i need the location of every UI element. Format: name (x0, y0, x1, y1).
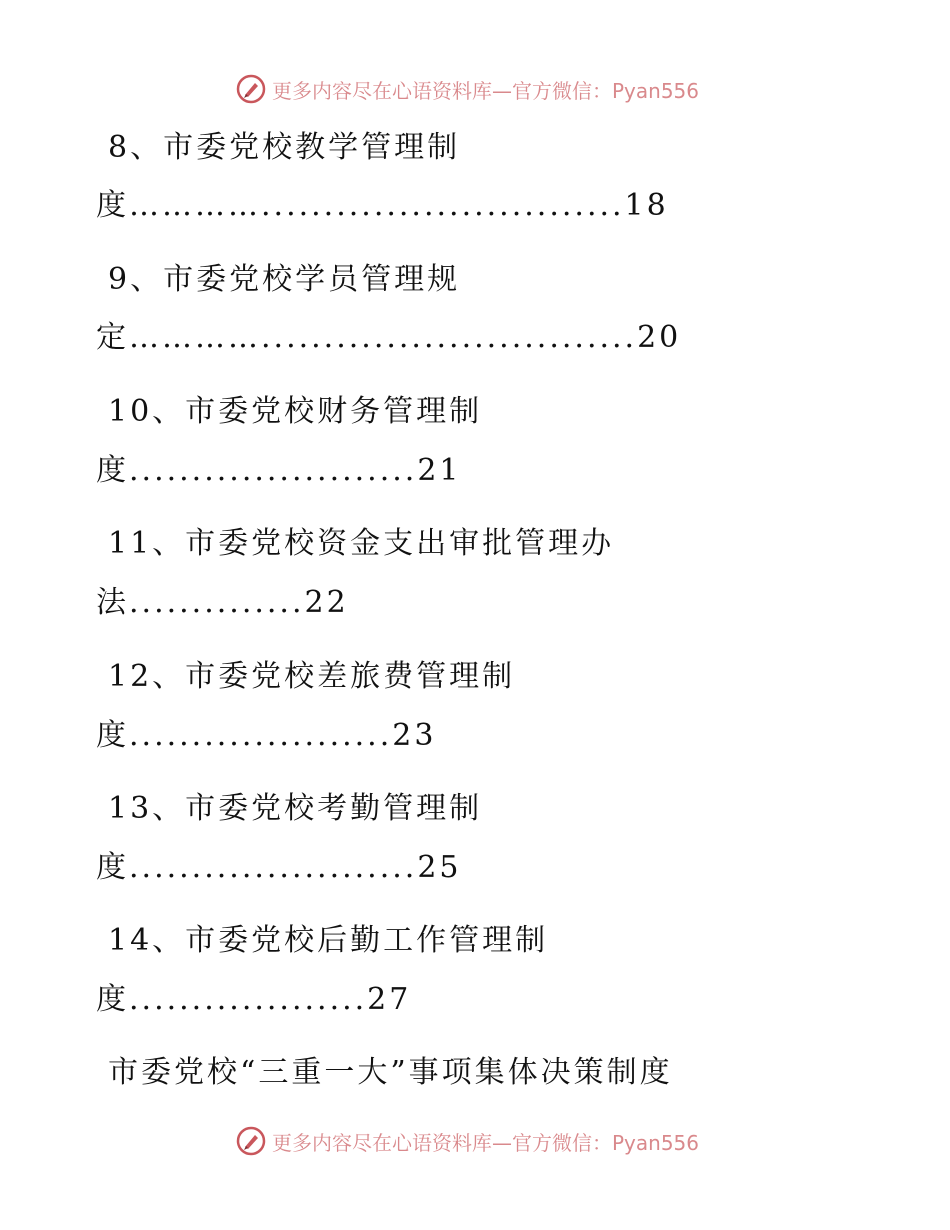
section-heading: 市委党校“三重一大”事项集体决策制度 (108, 1055, 673, 1090)
toc-entry-11-title: 11、市委党校资金支出审批管理办 (108, 526, 615, 561)
toc-entry-14-title: 14、市委党校后勤工作管理制 (108, 923, 549, 958)
pen-logo-icon (236, 1126, 266, 1156)
toc-entry-8-title: 8、市委党校教学管理制 (108, 130, 461, 165)
watermark-footer (236, 1124, 699, 1158)
watermark-text: 更多内容尽在心语资料库—官方微信：Pyan556 (272, 1130, 700, 1155)
pen-logo-icon (236, 74, 266, 104)
toc-entry-11-tail: 法..............22 (96, 585, 349, 620)
toc-entry-8-tail: 度………….............................18 (96, 188, 669, 223)
toc-entry-13-tail: 度.......................25 (96, 850, 462, 885)
watermark-text: 更多内容尽在心语资料库—官方微信：Pyan556 (272, 78, 700, 103)
toc-entry-12-tail: 度.....................23 (96, 718, 437, 753)
toc-entry-9-tail: 定…………..............................20 (96, 320, 682, 355)
toc-entry-10-tail: 度.......................21 (96, 453, 462, 488)
toc-entry-14-tail: 度...................27 (96, 982, 412, 1017)
watermark-header (236, 72, 699, 106)
toc-entry-12-title: 12、市委党校差旅费管理制 (108, 659, 516, 694)
toc-entry-10-title: 10、市委党校财务管理制 (108, 394, 483, 429)
toc-entry-13-title: 13、市委党校考勤管理制 (108, 791, 483, 826)
toc-entry-9-title: 9、市委党校学员管理规 (108, 262, 461, 297)
